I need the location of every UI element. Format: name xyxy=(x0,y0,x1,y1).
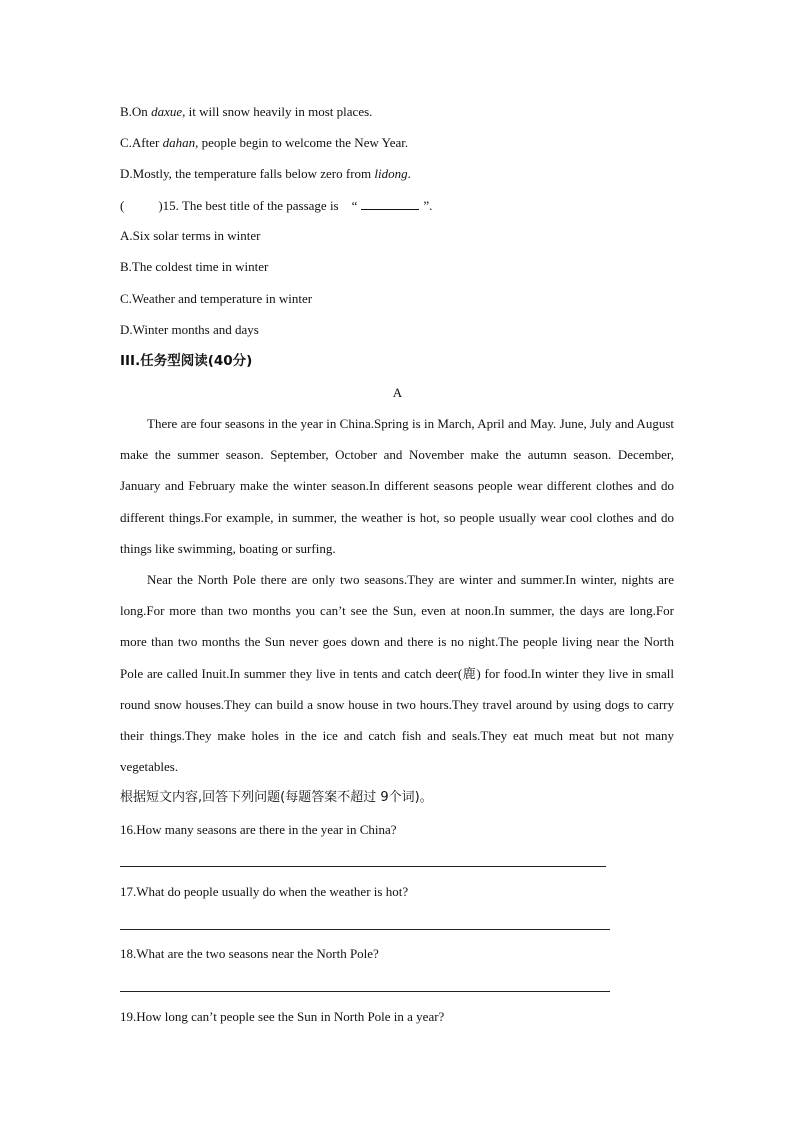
passage-paragraph-2: Near the North Pole there are only two seasons.They are winter and summer.In winter, nights are long.For more than two months you can’t see the Sun, even at noon.In summer, the days are long.For more than two months the Sun never goes down and there is no night.The people living near the North Pole are called Inuit.In summer they live in tents and catch deer(鹿) for food.In winter they live in small round snow houses.They can build a snow house in two hours.They travel around by using dogs to carry their things.They make holes in the ice and catch fish and seals.They eat much meat but not many vegetables. xyxy=(120,572,674,775)
question-15 xyxy=(120,197,675,214)
option-15-c: C.Weather and temperature in winter xyxy=(120,291,313,306)
option-text-post: , people begin to welcome the New Year. xyxy=(195,135,409,150)
passage-label: A xyxy=(392,385,403,400)
option-15-b: B.The coldest time in winter xyxy=(120,259,269,274)
option-term: dahan xyxy=(162,135,196,150)
option-14-d xyxy=(120,166,675,182)
option-14-b xyxy=(120,104,675,120)
option-term: daxue xyxy=(151,104,183,119)
option-15-a: A.Six solar terms in winter xyxy=(120,228,261,243)
option-text-pre: After xyxy=(131,135,163,150)
answer-paren-open: ( xyxy=(120,198,125,213)
option-letter: B. xyxy=(120,104,132,119)
answer-line-18[interactable] xyxy=(120,991,610,992)
question-19: 19.How long can’t people see the Sun in North Pole in a year? xyxy=(120,1009,445,1024)
quote-open: “ xyxy=(351,198,358,213)
option-text-post: . xyxy=(407,166,411,181)
answer-line-16[interactable] xyxy=(120,866,606,867)
option-text-pre: Mostly, the temperature falls below zero from xyxy=(132,166,375,181)
section-heading: III.任务型阅读(40分) xyxy=(120,353,253,369)
passage-paragraph-1: There are four seasons in the year in China.Spring is in March, April and May. June, July and August make the summer season. September, October and November make the autumn season. December, January and February make the winter season.In different seasons people wear different clothes and do different things.For example, in summer, the weather is hot, so people usually wear cool clothes and do things like swimming, boating or surfing. xyxy=(120,416,674,556)
option-text-pre: On xyxy=(131,104,152,119)
option-14-c xyxy=(120,135,675,151)
question-16: 16.How many seasons are there in the year in China? xyxy=(120,822,397,837)
question-15-text: )15. The best title of the passage is xyxy=(158,198,339,213)
option-text-post: , it will snow heavily in most places. xyxy=(182,104,373,119)
option-letter: C. xyxy=(120,135,132,150)
quote-close: ”. xyxy=(423,198,433,213)
answer-line-17[interactable] xyxy=(120,929,610,930)
question-17: 17.What do people usually do when the weather is hot? xyxy=(120,884,409,899)
title-blank[interactable] xyxy=(361,197,419,210)
instruction: 根据短文内容,回答下列问题(每题答案不超过 9个词)。 xyxy=(120,790,433,805)
option-letter: D. xyxy=(120,166,133,181)
option-15-d: D.Winter months and days xyxy=(120,322,259,337)
option-term: lidong xyxy=(374,166,408,181)
question-18: 18.What are the two seasons near the North Pole? xyxy=(120,946,379,961)
